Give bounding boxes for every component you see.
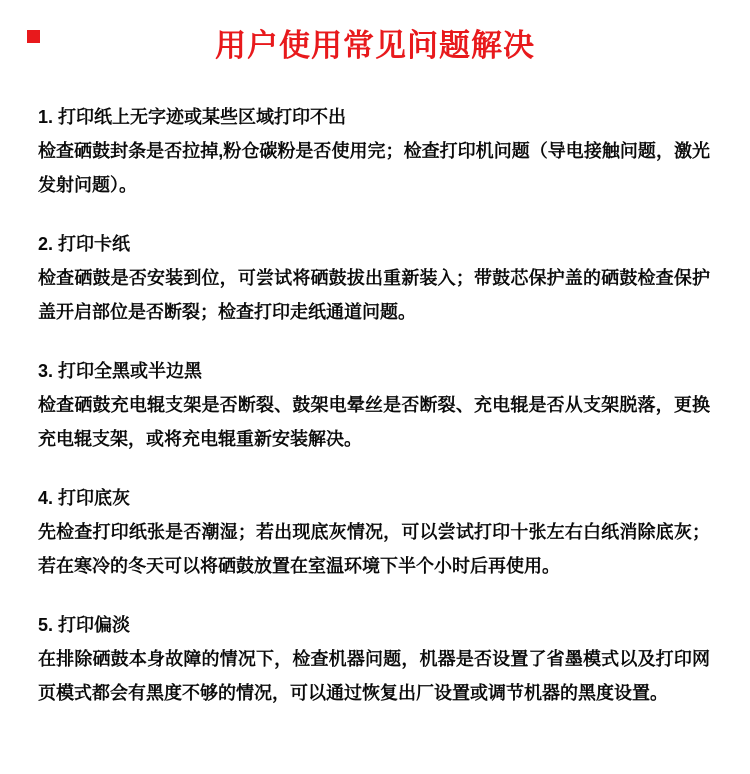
red-corner-marker: [27, 30, 40, 43]
section-heading: 4. 打印底灰: [38, 488, 131, 508]
section-heading: 2. 打印卡纸: [38, 234, 131, 254]
section-body: 检查硒鼓是否安装到位，可尝试将硒鼓拔出重新装入；带鼓芯保护盖的硒鼓检查保护盖开启部位是否断裂；检查打印走纸通道问题。: [38, 268, 710, 322]
section-body: 检查硒鼓封条是否拉掉,粉仓碳粉是否使用完；检查打印机问题（导电接触问题，激光发射问题）。: [38, 141, 710, 195]
section-heading: 3. 打印全黑或半边黑: [38, 361, 203, 381]
faq-section-2: [38, 227, 710, 329]
section-heading: 5. 打印偏淡: [38, 615, 131, 635]
faq-section-5: [38, 608, 710, 710]
faq-section-3: [38, 354, 710, 456]
section-body: 检查硒鼓充电辊支架是否断裂、鼓架电晕丝是否断裂、充电辊是否从支架脱落，更换充电辊支架，或将充电辊重新安装解决。: [38, 395, 710, 449]
section-body: 先检查打印纸张是否潮湿；若出现底灰情况，可以尝试打印十张左右白纸消除底灰；若在寒冷的冬天可以将硒鼓放置在室温环境下半个小时后再使用。: [38, 522, 710, 576]
faq-content: [0, 66, 750, 710]
page-title: 用户使用常见问题解决: [215, 28, 535, 63]
section-heading: 1. 打印纸上无字迹或某些区域打印不出: [38, 107, 347, 127]
section-body: 在排除硒鼓本身故障的情况下，检查机器问题，机器是否设置了省墨模式以及打印网页模式都会有黑度不够的情况，可以通过恢复出厂设置或调节机器的黑度设置。: [38, 649, 710, 703]
faq-section-4: [38, 481, 710, 583]
faq-section-1: [38, 100, 710, 202]
